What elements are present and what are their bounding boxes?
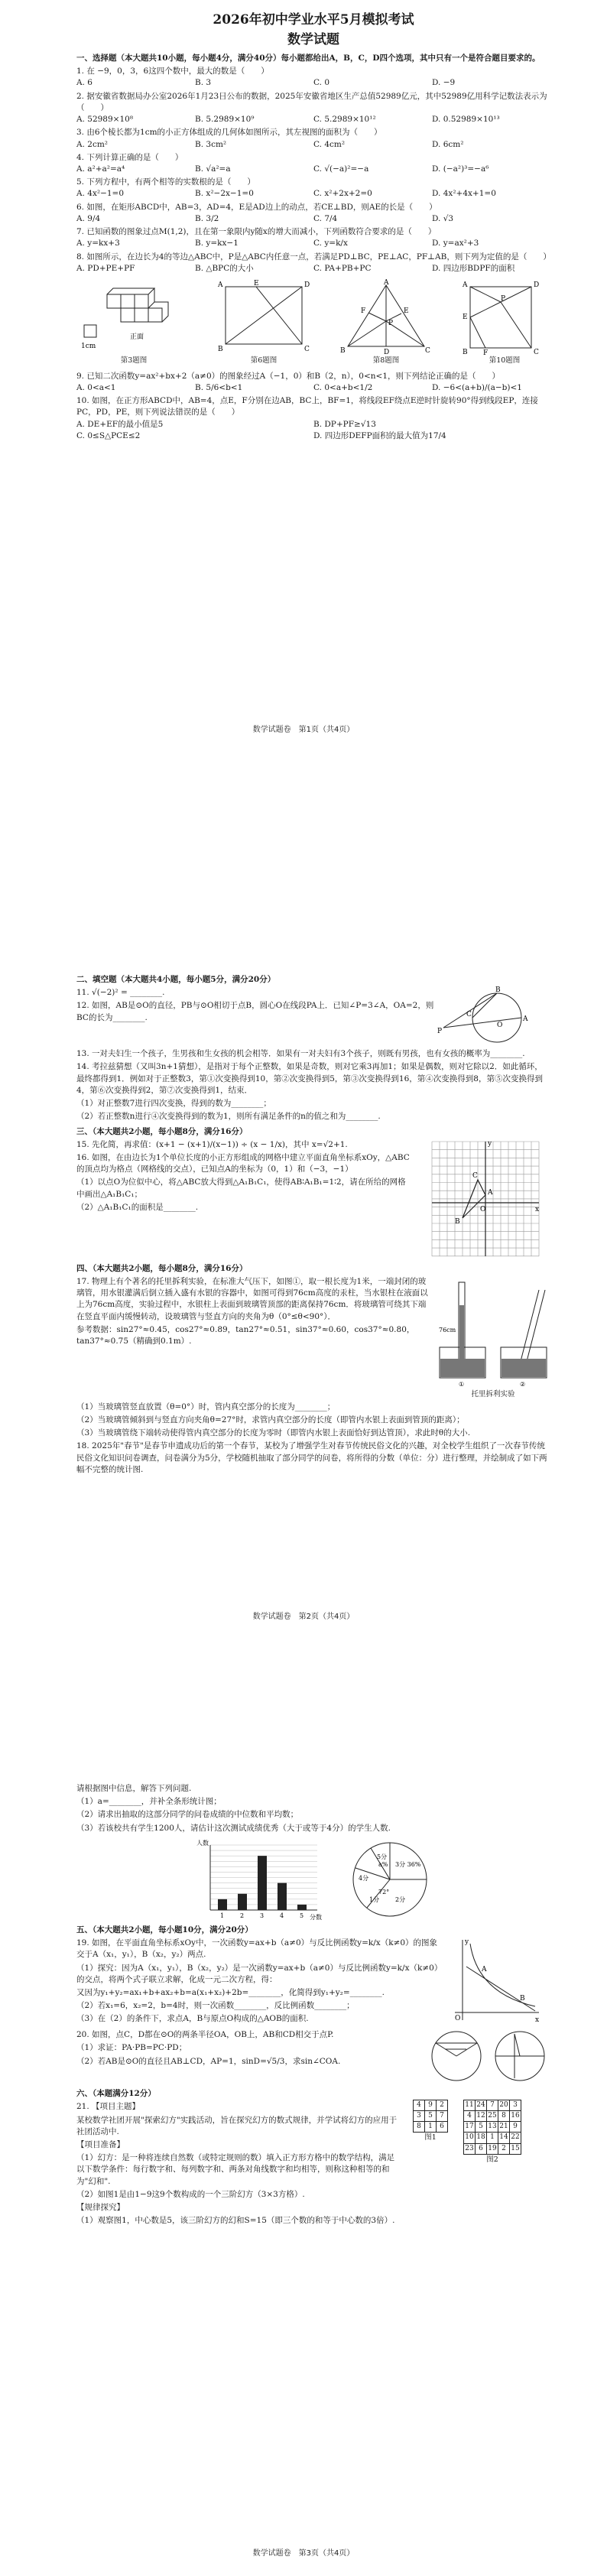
option: A. 4x²−1=0 [76, 189, 125, 199]
rectangle-drawing [214, 279, 313, 356]
svg-text:x: x [535, 1205, 540, 1213]
svg-text:A: A [488, 1188, 493, 1197]
option: A. PD+PE+PF [76, 263, 135, 273]
table-cell: 6 [437, 2122, 448, 2133]
pie-label: 3分 36% [395, 1860, 421, 1868]
question-15: 15. 先化简，再求值：(x+1 − (x+1)/(x−1)) ÷ (x − 1/x)，其中 x=√2+1. [76, 1139, 348, 1149]
option: C. 0 [313, 78, 330, 88]
svg-text:B: B [455, 1217, 460, 1226]
question-18-part-2: （2）请求出抽取的这部分同学的问卷成绩的中位数和平均数； [76, 1810, 299, 1820]
question-14-part-1: （1）对正整数7进行四次变换，得到的数为________； [76, 1099, 271, 1109]
option: D. 4x²+4x+1=0 [432, 189, 496, 199]
figure-3-cubes [76, 279, 191, 366]
table-cell: 1 [425, 2122, 437, 2133]
svg-text:O: O [480, 1205, 486, 1213]
table-cell: 5 [476, 2122, 487, 2133]
table-row [464, 2133, 521, 2143]
option: D. 6cm² [432, 139, 464, 149]
square-drawing [459, 279, 550, 356]
svg-text:C: C [425, 346, 430, 355]
question-9: 9. 已知二次函数y=ax²+bx+2（a≠0）的图象经过A（−1，0）和B（2，n），0<n<1，则下列结论正确的是（ ） [76, 371, 501, 381]
table-row [464, 2100, 521, 2111]
svg-text:①: ① [459, 1380, 465, 1388]
caption: 第3题图 [120, 356, 148, 365]
question-19-part-2: （2）若x₁=6，x₂=2，b=4时，则一次函数________，反比例函数________； [76, 2001, 355, 2011]
figures-row-page1 [76, 279, 550, 366]
question-20: 20. 如图，点C，D都在⊙O的两条半径OA，OB上，AB和CD相交于点P. [76, 2030, 334, 2040]
pie-label: 5分 [377, 1853, 388, 1860]
table-cell: 9 [425, 2100, 437, 2111]
table-cell: 7 [487, 2100, 498, 2111]
option: B. △BPC的大小 [195, 263, 254, 273]
question-3: 3. 由6个棱长都为1cm的小正方体组成的几何体如图所示，其左视图的面积为（ ） [76, 128, 382, 138]
bar-category-label: 3 [260, 1912, 265, 1919]
svg-text:D: D [384, 348, 390, 356]
option: D. −9 [432, 78, 456, 88]
unit-label: 1cm [81, 342, 96, 350]
cube-drawing [76, 279, 191, 356]
bar [297, 1905, 307, 1910]
question-17-part-1: （1）当玻璃管竖直放置（θ=0°）时，管内真空部分的长度为________； [76, 1402, 336, 1411]
option: C. 5.2989×10¹² [313, 115, 376, 125]
bar-category-label: 1 [220, 1912, 225, 1919]
pie-chart [348, 1837, 432, 1921]
table-cell: 17 [464, 2122, 476, 2133]
question-21-text-a: 某校数学社团开展"探索幻方"实践活动，旨在探究幻方的数式规律，并学试将幻方的应用于社团活动中. [76, 2115, 398, 2136]
question-16-part-2: （2）△A₁B₁C₁的面积是________. [76, 1202, 199, 1212]
pie-label: 4分 [359, 1874, 369, 1882]
svg-text:E: E [254, 279, 259, 287]
option: A. 2cm² [76, 139, 108, 149]
question-7-options [76, 238, 550, 249]
bar-category-label: 2 [240, 1912, 245, 1919]
page-3 [0, 1774, 607, 2576]
figure-12-circle [436, 986, 543, 1047]
option: B. 3 [195, 78, 212, 88]
table-cell: 12 [476, 2111, 487, 2122]
pie-label: 2分 [395, 1895, 406, 1903]
section-2-header: 二、填空题（本大题共4小题，每小题5分，满分20分） [76, 975, 276, 984]
bar [238, 1894, 247, 1910]
pie-label: 72° [378, 1888, 390, 1895]
table-cell: 5 [425, 2111, 437, 2122]
option: C. PA+PB+PC [313, 263, 372, 273]
question-10-options [76, 419, 550, 442]
svg-text:B: B [218, 345, 223, 353]
option: C. 4cm² [313, 139, 346, 149]
option: D. (−a²)³=−a⁶ [432, 164, 489, 174]
question-20-part-1: （1）求证：PA·PB=PC·PD； [76, 2043, 187, 2053]
option: A. y=kx+3 [76, 239, 120, 249]
bar [258, 1856, 267, 1910]
svg-text:C: C [534, 348, 539, 356]
question-17: 17. 物理上有个著名的托里拆利实验，在标准大气压下，如图①，取一根长度为1米，一端封闭的玻璃管，用水银灌满后倒立插入盛有水银的容器中，如图可得到76cm高度的汞柱，当水银柱在液面以上为76cm高度，实验过程中，水银柱上表面到玻璃管顶部的距离保持76cm．将玻璃管可绕其下端在竖直平面内缓慢转动，设玻璃管与竖直方向的夹角为θ（0°≤θ<90°）． [76, 1276, 428, 1321]
option: C. 7/4 [313, 213, 338, 223]
svg-text:P: P [501, 294, 506, 303]
table-cell: 14 [498, 2133, 510, 2143]
question-21-text-e: 【规律探究】 [76, 2203, 125, 2213]
magic-square-5 [463, 2100, 521, 2165]
caption: 第10题图 [489, 356, 521, 365]
question-9-options [76, 382, 550, 394]
svg-text:P: P [388, 319, 394, 327]
table-cell: 23 [464, 2143, 476, 2154]
bar-y-label: 人数 [196, 1839, 209, 1847]
option: A. a²+a²=a⁴ [76, 164, 125, 174]
option: C. x²+2x+2=0 [313, 189, 372, 199]
table-row [414, 2111, 448, 2122]
figure-17-torricelli [436, 1275, 550, 1400]
option: D. √3 [432, 213, 454, 223]
svg-text:E: E [404, 307, 409, 315]
option: D. 四边形BDPF的面积 [432, 263, 515, 273]
height-label: 76cm [439, 1326, 456, 1333]
question-21: 21. 【项目主题】 [76, 2102, 141, 2112]
figure-19-hyperbola [451, 1936, 543, 2028]
option: A. 52989×10⁸ [76, 115, 134, 125]
option: D. 四边形DEFP面积的最大值为17/4 [313, 430, 446, 440]
figure-16-grid [428, 1138, 543, 1260]
section-6-header: 六、（本题满分12分） [76, 2089, 156, 2099]
question-1-options [76, 77, 550, 89]
question-13: 13. 一对夫妇生一个孩子，生男孩和生女孩的机会相等．如果有一对夫妇有3个孩子，则既有男孩，也有女孩的概率为________. [76, 1049, 525, 1059]
caption: 图2 [486, 2155, 498, 2164]
svg-text:A: A [482, 1966, 487, 1974]
section-4-header: 四、（本大题共2小题，每小题8分，满分16分） [76, 1263, 248, 1273]
question-19: 19. 如图，在平面直角坐标系xOy中，一次函数y=ax+b（a≠0）与反比例函数y=k/x（k≠0）的图象交于A（x₁，y₁），B（x₂，y₂）两点. [76, 1938, 438, 1960]
svg-text:A: A [463, 281, 468, 289]
option: D. y=ax²+3 [432, 239, 479, 249]
option: C. 0≤S△PCE≤2 [76, 430, 141, 440]
svg-text:P: P [437, 1028, 443, 1036]
table-row [464, 2122, 521, 2133]
table-cell: 6 [476, 2143, 487, 2154]
table-row [414, 2100, 448, 2111]
option: A. 9/4 [76, 213, 101, 223]
table-row [464, 2111, 521, 2122]
table-cell: 8 [414, 2122, 425, 2133]
question-6-options [76, 213, 550, 225]
option: D. 0.52989×10¹³ [432, 115, 500, 125]
svg-text:B: B [463, 348, 468, 356]
section-5-header: 五、（本大题共2小题，每小题10分，满分20分） [76, 1925, 253, 1934]
table-cell: 1 [487, 2133, 498, 2143]
caption: 托里拆利实验 [471, 1389, 515, 1398]
option: A. DE+EF的最小值是5 [76, 419, 164, 429]
caption: 第8题图 [372, 356, 400, 365]
question-21-text-d: （2）如图1是由1−9这9个数构成的一个三阶幻方（3×3方格）. [76, 2189, 305, 2199]
svg-text:②: ② [520, 1380, 526, 1388]
question-18: 18. 2025年"春节"是春节申遗成功后的第一个春节，某校为了增强学生对春节传统民俗文化的兴趣，对全校学生组织了一次春节传统民俗文化知识问卷调查，问卷满分为5分，学校随机抽取了部分同学的问卷，将所得的分数（单位：分）进行整理，并绘制成了如下两幅不完整的统计图. [76, 1441, 547, 1474]
option: B. DP+PF≥√13 [313, 419, 376, 429]
question-20-part-2: （2）若AB是⊙O的直径且AB⊥CD，AP=1，sinD=√5/3，求sin∠COA. [76, 2056, 341, 2066]
section-1-header: 一、选择题（本大题共10小题，每小题4分，满分40分）每小题都给出A，B，C，D四个选项，其中只有一个是符合题目要求的。 [76, 54, 540, 63]
page-footer: 数学试题卷 第2页（共4页） [252, 1613, 355, 1621]
bar-category-label: 5 [300, 1912, 304, 1919]
option: B. y=kx−1 [195, 239, 239, 249]
question-19-part-1: （1）探究：因为A（x₁，y₁），B（x₂，y₂）是一次函数y=ax+b（a≠0）与反比例函数y=k/x（k≠0）的交点，将两个式子联立求解，化成一元二次方程，得： [76, 1963, 443, 1984]
question-1: 1. 在 −9，0，3，6这四个数中，最大的数是（ ） [76, 67, 269, 76]
table-row [464, 2143, 521, 2154]
svg-text:E: E [463, 313, 468, 321]
svg-text:y: y [488, 1139, 492, 1148]
figure-10-square [459, 279, 550, 366]
question-4-options [76, 164, 550, 175]
question-3-options [76, 139, 550, 151]
table-cell: 7 [437, 2111, 448, 2122]
question-14: 14. 考拉兹猜想（又叫3n+1猜想），是指对于每个正整数，如果是奇数，则对它乘3再加1；如果是偶数，则对它除以2．如此循环，最终都得到1．例如对于正整数3，第①次变换得到10，第②次变换得到5，第③次变换得到16，第④次变换得到8，第⑤次变换得到4，第⑥次变换得到2，第⑦次变换得到1，结束． [76, 1062, 543, 1095]
svg-text:C: C [304, 345, 310, 353]
svg-text:O: O [497, 1022, 503, 1030]
question-17-part-3: （3）当玻璃管绕下端转动使得管内真空部分的长度为零时（即管内水银上表面恰好到达管顶），求此时θ的大小. [76, 1428, 471, 1438]
svg-text:x: x [535, 2016, 540, 2025]
table-cell: 4 [414, 2100, 425, 2111]
question-18-part-3: （3）若该校共有学生1200人，请估计这次测试成绩优秀（大于或等于4分）的学生人数. [76, 1823, 391, 1833]
option: B. 5.2989×10⁹ [195, 115, 255, 125]
table-cell: 21 [498, 2122, 510, 2133]
question-18-intro: 请根据图中信息，解答下列问题. [76, 1784, 192, 1793]
svg-text:B: B [520, 1995, 525, 2003]
option: B. 3/2 [195, 213, 219, 223]
svg-text:C: C [472, 1171, 478, 1180]
question-21-text-c: （1）幻方：是一种将连续自然数（或特定规则的数）填入正方形方格中的数学结构，满足以下数学条件：每行数字和、每列数字和、两条对角线数字和均相等，则称这种相等的和为"幻和". [76, 2153, 395, 2186]
table-cell: 24 [476, 2100, 487, 2111]
option: C. √(−a)²=−a [313, 164, 369, 174]
table-cell: 9 [510, 2122, 521, 2133]
question-7: 7. 已知函数的图象过点M(1,2)，且在第一象限内y随x的增大而减小，下列函数符合要求的是（ ） [76, 227, 437, 237]
question-2-options [76, 114, 550, 125]
question-19-part-3: （3）在（2）的条件下，求点A，B与原点O构成的△AOB的面积. [76, 2014, 309, 2024]
option: A. 6 [76, 78, 93, 88]
table-cell: 22 [510, 2133, 521, 2143]
question-17-part-2: （2）当玻璃管倾斜到与竖直方向夹角θ=27°时，求管内真空部分的长度（即管内水银上表面到管顶的距离）； [76, 1415, 465, 1424]
option: A. 0<a<1 [76, 382, 116, 392]
svg-text:F: F [361, 307, 366, 315]
svg-text:A: A [384, 278, 389, 287]
option: C. y=k/x [313, 239, 348, 249]
svg-text:y: y [465, 1938, 469, 1947]
question-8: 8. 如图所示，在边长为4的等边△ABC中，P是△ABC内任意一点，若满足PD⊥BC，PE⊥AC，PF⊥AB，则下列为定值的是（ ） [76, 252, 551, 261]
question-11: 11. √(−2)² = ________. [76, 988, 165, 998]
question-8-options [76, 263, 550, 274]
table-cell: 13 [487, 2122, 498, 2133]
table-cell: 2 [498, 2143, 510, 2154]
question-5: 5. 下列方程中，有两个相等的实数根的是（ ） [76, 177, 255, 187]
bar-chart [195, 1837, 325, 1921]
option: B. 3cm² [195, 139, 227, 149]
question-14-part-2: （2）若正整数n进行④次变换得到的数为1，则所有满足条件的n的值之和为________. [76, 1112, 381, 1122]
page-footer: 数学试题卷 第1页（共4页） [252, 726, 355, 734]
table-cell: 18 [476, 2133, 487, 2143]
table-cell: 25 [487, 2111, 498, 2122]
question-16-part-1: （1）以点O为位似中心，将△ABC放大得到△A₁B₁C₁，使得AB∶A₁B₁=1∶2，请在所给的网格中画出△A₁B₁C₁； [76, 1178, 406, 1199]
table-cell: 8 [498, 2111, 510, 2122]
question-21-text-b: 【项目准备】 [76, 2139, 125, 2149]
figure-20-circles [428, 2028, 549, 2085]
table-cell: 4 [464, 2111, 476, 2122]
magic-squares [413, 2100, 521, 2214]
table-cell: 15 [510, 2143, 521, 2154]
table-cell: 10 [464, 2133, 476, 2143]
page-2 [0, 963, 607, 1636]
table-cell: 20 [498, 2100, 510, 2111]
question-5-options [76, 188, 550, 200]
question-17-reference: 参考数据：sin27°≈0.45，cos27°≈0.89，tan27°≈0.51，sin37°≈0.60，cos37°≈0.80，tan37°≈0.75（精确到0.1m）. [76, 1324, 415, 1346]
svg-text:A: A [218, 281, 223, 289]
question-10: 10. 如图，在正方形ABCD中，AB=4，点E，F分别在边AB，BC上，BF=1，将线段EF绕点E逆时针旋转90°得到线段EP，连接PC，PD，PE，则下列说法错误的是（ ） [76, 396, 538, 417]
table-cell: 16 [510, 2111, 521, 2122]
caption: 图1 [424, 2133, 437, 2142]
pie-label: a% [378, 1860, 388, 1868]
figure-6-rectangle [214, 279, 313, 366]
bar-category-label: 4 [280, 1912, 284, 1919]
table-cell: 11 [464, 2100, 476, 2111]
table-cell: 2 [437, 2100, 448, 2111]
svg-text:C: C [466, 1011, 472, 1019]
bar [218, 1899, 227, 1910]
caption: 第6题图 [250, 356, 278, 365]
option: B. x²−2x−1=0 [195, 189, 254, 199]
option: D. −6<(a+b)/(a−b)<1 [432, 382, 522, 392]
option: B. 5/6<b<1 [195, 382, 243, 392]
svg-text:B: B [495, 986, 501, 995]
figure-8-triangle [336, 279, 436, 366]
question-12: 12. 如图，AB是⊙O的直径，PB与⊙O相切于点B，圆心O在线段PA上．已知∠P=3∠A，OA=2，则BC的长为________. [76, 1001, 434, 1022]
front-label: 正面 [130, 333, 144, 341]
question-2: 2. 据安徽省数据局办公室2026年1月23日公布的数据，2025年安徽省地区生产总值52989亿元，其中52989亿用科学记数法表示为（ ） [76, 91, 547, 112]
table-cell: 3 [414, 2111, 425, 2122]
svg-text:D: D [304, 281, 310, 289]
pie-label: 1分 [369, 1895, 380, 1903]
svg-text:O: O [455, 2015, 461, 2023]
question-18-part-1: （1）a=________，并补全条形统计图； [76, 1797, 222, 1807]
exam-title: 2026年初中学业水平5月模拟考试 [213, 12, 414, 28]
bar [278, 1882, 287, 1909]
table-cell: 19 [487, 2143, 498, 2154]
section-3-header: 三、（本大题共2小题，每小题8分，满分16分） [76, 1126, 248, 1136]
magic-square-3 [413, 2100, 448, 2143]
exam-subtitle: 数学试题 [287, 31, 339, 47]
svg-text:F: F [483, 349, 489, 356]
question-4: 4. 下列计算正确的是（ ） [76, 152, 183, 162]
question-6: 6. 如图，在矩形ABCD中，AB=3，AD=4，E是AD边上的动点，若CE⊥BD，则AE的长是（ ） [76, 202, 437, 212]
table-cell: 3 [510, 2100, 521, 2111]
page-footer: 数学试题卷 第3页（共4页） [252, 2549, 355, 2558]
question-19-part-1b: 又因为y₁+y₂=ax₁+b+ax₂+b=a(x₁+x₂)+2b=________，化简得到y₁+y₂=________. [76, 1987, 385, 1997]
triangle-drawing [336, 279, 436, 356]
table-row [414, 2122, 448, 2133]
svg-text:A: A [523, 1015, 528, 1024]
question-16: 16. 如图，在由边长为1个单位长度的小正方形组成的网格中建立平面直角坐标系xOy，△ABC的顶点均为格点（网格线的交点），已知点A的坐标为（0，1）和（−3，−1） [76, 1152, 410, 1174]
question-21-text-f: （1）观察图1，中心数是5，该三阶幻方的幻和S=15（即三个数的和等于中心数的3倍）. [76, 2216, 395, 2226]
option: C. 0<a+b<1/2 [313, 382, 373, 392]
svg-text:D: D [534, 281, 540, 289]
option: B. √a²=a [195, 164, 231, 174]
bar-x-label: 分数 [310, 1913, 322, 1921]
page-1 [0, 0, 607, 765]
svg-text:B: B [340, 346, 346, 355]
